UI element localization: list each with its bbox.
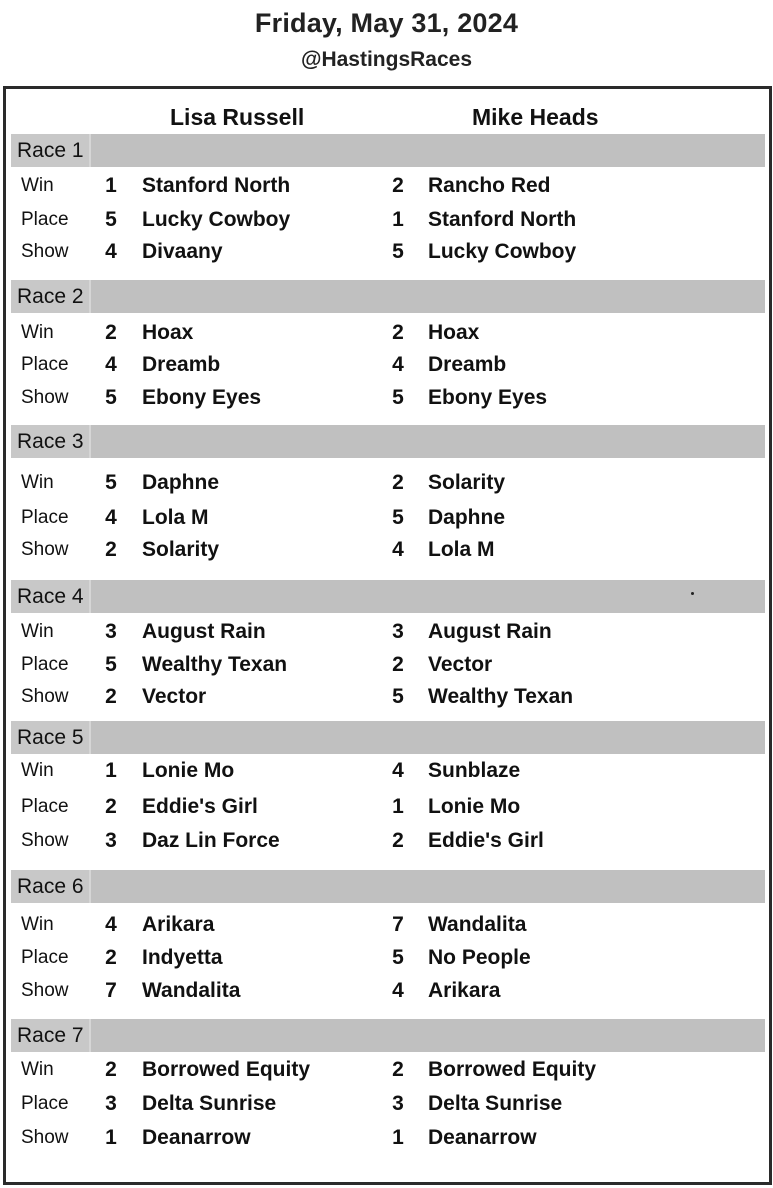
- page-header: [0, 0, 773, 84]
- position-label: Win: [21, 322, 54, 343]
- race-band: [11, 280, 765, 313]
- position-label: Win: [21, 621, 54, 642]
- left-pick-number: 1: [105, 1126, 117, 1149]
- right-pick-number: 2: [392, 829, 404, 852]
- race-label: Race 3: [11, 425, 91, 458]
- race-band: [11, 134, 765, 167]
- right-pick-number: 5: [392, 685, 404, 708]
- right-pick-number: 5: [392, 946, 404, 969]
- right-pick-number: 4: [392, 759, 404, 782]
- table-row: [11, 649, 765, 681]
- right-pick-number: 2: [392, 471, 404, 494]
- left-pick-horse: Lola M: [142, 506, 209, 529]
- right-pick-horse: Stanford North: [428, 208, 577, 231]
- left-pick-number: 7: [105, 979, 117, 1002]
- race-band: [11, 870, 765, 903]
- left-pick-number: 2: [105, 685, 117, 708]
- left-pick-horse: Solarity: [142, 538, 220, 561]
- page-title: Friday, May 31, 2024: [254, 8, 519, 38]
- race-label: Race 6: [11, 870, 91, 903]
- table-row: [11, 170, 765, 202]
- race-label: Race 4: [11, 580, 91, 613]
- right-pick-horse: Eddie's Girl: [428, 829, 544, 852]
- position-label: Place: [21, 507, 69, 528]
- stray-dot: [691, 592, 694, 595]
- right-pick-number: 2: [392, 174, 404, 197]
- position-label: Place: [21, 354, 69, 375]
- right-pick-horse: Lucky Cowboy: [428, 240, 577, 263]
- position-label: Show: [21, 686, 69, 707]
- left-pick-horse: Delta Sunrise: [142, 1092, 277, 1115]
- race-label: Race 1: [11, 134, 91, 167]
- left-pick-number: 2: [105, 795, 117, 818]
- column-header-lisa-russell: Lisa Russell: [170, 104, 305, 130]
- position-label: Win: [21, 914, 54, 935]
- right-pick-horse: Daphne: [428, 506, 506, 529]
- table-row: [11, 825, 765, 857]
- table-row: [11, 534, 765, 566]
- left-pick-number: 4: [105, 353, 117, 376]
- right-pick-number: 5: [392, 240, 404, 263]
- right-pick-horse: Arikara: [428, 979, 501, 1002]
- position-label: Show: [21, 241, 69, 262]
- race-band: [11, 721, 765, 754]
- left-pick-number: 3: [105, 829, 117, 852]
- left-pick-horse: Lucky Cowboy: [142, 208, 291, 231]
- table-row: [11, 1122, 765, 1154]
- left-pick-horse: Dreamb: [142, 353, 221, 376]
- right-pick-horse: Sunblaze: [428, 759, 521, 782]
- left-pick-horse: Indyetta: [142, 946, 223, 969]
- right-pick-horse: Deanarrow: [428, 1126, 537, 1149]
- right-pick-horse: Dreamb: [428, 353, 507, 376]
- right-pick-horse: Vector: [428, 653, 493, 676]
- twitter-handle: @HastingsRaces: [300, 48, 473, 71]
- left-pick-number: 4: [105, 913, 117, 936]
- left-pick-number: 4: [105, 240, 117, 263]
- table-row: [11, 204, 765, 236]
- table-row: [11, 317, 765, 349]
- left-pick-horse: Borrowed Equity: [142, 1058, 311, 1081]
- right-pick-horse: Delta Sunrise: [428, 1092, 563, 1115]
- left-pick-number: 1: [105, 174, 117, 197]
- right-pick-number: 2: [392, 321, 404, 344]
- race-label: Race 7: [11, 1019, 91, 1052]
- position-label: Show: [21, 539, 69, 560]
- right-pick-horse: Solarity: [428, 471, 506, 494]
- right-pick-number: 3: [392, 1092, 404, 1115]
- table-row: [11, 382, 765, 414]
- left-pick-number: 3: [105, 620, 117, 643]
- right-pick-number: 1: [392, 1126, 404, 1149]
- right-pick-horse: Hoax: [428, 321, 480, 344]
- table-row: [11, 942, 765, 974]
- left-pick-horse: August Rain: [142, 620, 266, 643]
- table-row: [11, 1054, 765, 1086]
- right-pick-number: 5: [392, 386, 404, 409]
- table-row: [11, 467, 765, 499]
- position-label: Win: [21, 175, 54, 196]
- left-pick-number: 2: [105, 1058, 117, 1081]
- left-pick-number: 5: [105, 208, 117, 231]
- left-pick-number: 5: [105, 471, 117, 494]
- right-pick-number: 3: [392, 620, 404, 643]
- left-pick-horse: Lonie Mo: [142, 759, 235, 782]
- table-row: [11, 681, 765, 713]
- left-pick-horse: Divaany: [142, 240, 223, 263]
- table-row: [11, 502, 765, 534]
- position-label: Place: [21, 1093, 69, 1114]
- left-pick-horse: Wealthy Texan: [142, 653, 288, 676]
- right-pick-horse: August Rain: [428, 620, 552, 643]
- table-row: [11, 755, 765, 787]
- table-row: [11, 791, 765, 823]
- table-row: [11, 1088, 765, 1120]
- position-label: Show: [21, 980, 69, 1001]
- position-label: Win: [21, 472, 54, 493]
- left-pick-horse: Hoax: [142, 321, 194, 344]
- position-label: Place: [21, 209, 69, 230]
- left-pick-number: 5: [105, 653, 117, 676]
- position-label: Place: [21, 654, 69, 675]
- left-pick-horse: Deanarrow: [142, 1126, 251, 1149]
- left-pick-number: 1: [105, 759, 117, 782]
- right-pick-number: 2: [392, 653, 404, 676]
- right-pick-number: 1: [392, 795, 404, 818]
- left-pick-horse: Eddie's Girl: [142, 795, 258, 818]
- position-label: Show: [21, 387, 69, 408]
- left-pick-number: 2: [105, 946, 117, 969]
- position-label: Win: [21, 760, 54, 781]
- column-header-mike-heads: Mike Heads: [472, 104, 599, 130]
- position-label: Show: [21, 830, 69, 851]
- position-label: Place: [21, 796, 69, 817]
- left-pick-number: 4: [105, 506, 117, 529]
- left-pick-horse: Ebony Eyes: [142, 386, 262, 409]
- position-label: Place: [21, 947, 69, 968]
- right-pick-number: 5: [392, 506, 404, 529]
- right-pick-horse: Wandalita: [428, 913, 527, 936]
- right-pick-number: 4: [392, 353, 404, 376]
- picks-table: [3, 86, 772, 1185]
- right-pick-horse: Ebony Eyes: [428, 386, 548, 409]
- right-pick-number: 4: [392, 979, 404, 1002]
- right-pick-horse: Borrowed Equity: [428, 1058, 597, 1081]
- table-row: [11, 975, 765, 1007]
- race-label: Race 5: [11, 721, 91, 754]
- right-pick-number: 4: [392, 538, 404, 561]
- right-pick-number: 1: [392, 208, 404, 231]
- right-pick-horse: Rancho Red: [428, 174, 551, 197]
- left-pick-number: 3: [105, 1092, 117, 1115]
- position-label: Show: [21, 1127, 69, 1148]
- table-row: [11, 349, 765, 381]
- right-pick-number: 7: [392, 913, 404, 936]
- left-pick-horse: Wandalita: [142, 979, 241, 1002]
- position-label: Win: [21, 1059, 54, 1080]
- left-pick-number: 2: [105, 321, 117, 344]
- right-pick-horse: Wealthy Texan: [428, 685, 574, 708]
- right-pick-horse: No People: [428, 946, 531, 969]
- left-pick-number: 2: [105, 538, 117, 561]
- left-pick-number: 5: [105, 386, 117, 409]
- left-pick-horse: Daphne: [142, 471, 220, 494]
- race-band: [11, 1019, 765, 1052]
- left-pick-horse: Stanford North: [142, 174, 291, 197]
- left-pick-horse: Arikara: [142, 913, 215, 936]
- right-pick-horse: Lonie Mo: [428, 795, 521, 818]
- right-pick-horse: Lola M: [428, 538, 495, 561]
- table-row: [11, 236, 765, 268]
- race-band: [11, 425, 765, 458]
- left-pick-horse: Daz Lin Force: [142, 829, 280, 852]
- right-pick-number: 2: [392, 1058, 404, 1081]
- left-pick-horse: Vector: [142, 685, 207, 708]
- table-row: [11, 616, 765, 648]
- race-band: [11, 580, 765, 613]
- race-label: Race 2: [11, 280, 91, 313]
- table-row: [11, 909, 765, 941]
